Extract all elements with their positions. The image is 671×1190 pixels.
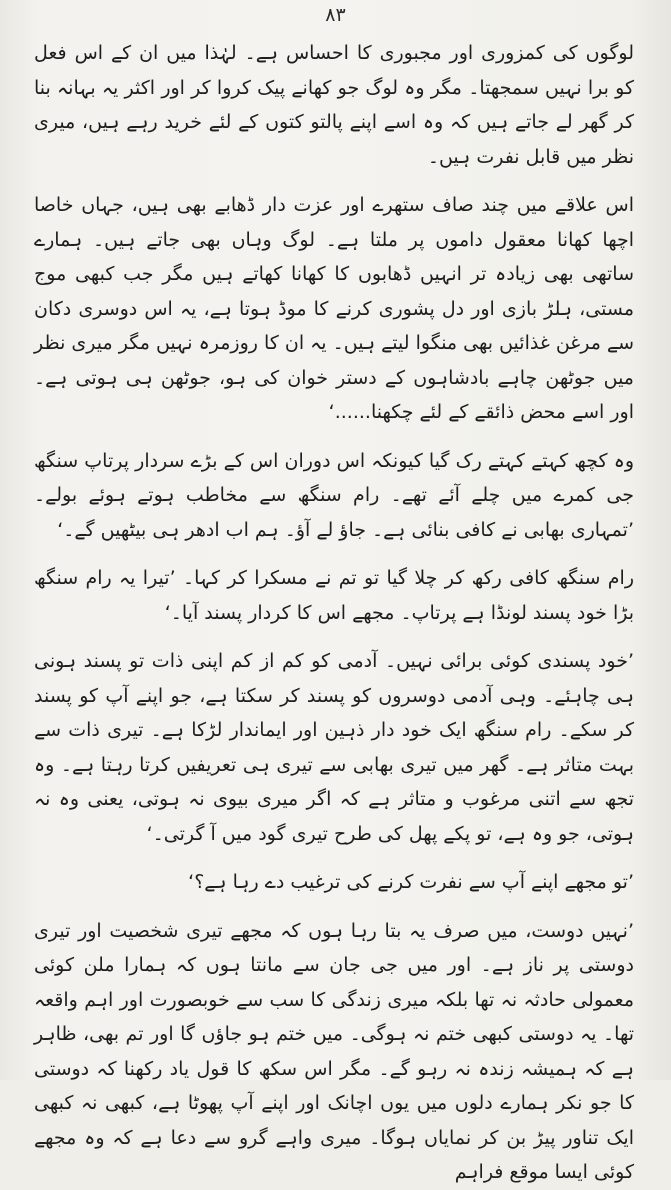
paragraph-2: اس علاقے میں چند صاف ستھرے اور عزت دار ڈھابے بھی ہیں، جہاں خاصا اچھا کھانا معقول داموں پر ملتا ہے۔ لوگ وہاں بھی جاتے ہیں۔ ہمارے ساتھی بھی زیادہ تر انہیں ڈھابوں کا کھانا کھاتے ہیں مگر جب کبھی موج مستی، ہلڑ بازی اور دل پشوری کرنے کا موڈ ہوتا ہے، یہ اس دوسری دکان سے مرغن غذائیں بھی منگوا لیتے ہیں۔ یہ ان کا روزمرہ نہیں مگر میری نظر میں جوٹھن چاہے بادشاہوں کے دستر خوان کی ہو، جوٹھن ہی ہوتی ہے۔ اور اسے محض ذائقے کے لئے چکھنا......‘: [34, 194, 634, 423]
paragraph-4: رام سنگھ کافی رکھ کر چلا گیا تو تم نے مسکرا کر کہا۔ ’تیرا یہ رام سنگھ بڑا خود پسند لونڈا ہے پرتاپ۔ مجھے اس کا کردار پسند آیا۔‘: [34, 567, 634, 624]
paragraph-7: ’نہیں دوست، میں صرف یہ بتا رہا ہوں کہ مجھے تیری شخصیت اور تیری دوستی پر ناز ہے۔ اور میں جی جان سے مانتا ہوں کہ ہمارا ملن کوئی معمولی حادثہ نہ تھا بلکہ میری زندگی کا سب سے خوبصورت اور اہم واقعہ تھا۔ یہ دوستی کبھی ختم نہ ہوگی۔ میں ختم ہو جاؤں گا اور تم بھی، ظاہر ہے کہ ہمیشہ زندہ نہ رہو گے۔ مگر اس سکھ کا قول یاد رکھنا کہ دوستی کا جو نکر ہمارے دلوں میں یوں اچانک اور اپنے آپ پھوٹا ہے، کبھی نہ کبھی ایک تناور پیڑ بن کر نمایاں ہوگا۔ میری واہے گرو سے دعا ہے کہ وہ مجھے کوئی ایسا موقع فراہم: [34, 919, 634, 1183]
paragraph-5: ’خود پسندی کوئی برائی نہیں۔ آدمی کو کم از کم اپنی ذات تو پسند ہونی ہی چاہئے۔ وہی آدمی دوسروں کو پسند کر سکتا ہے، جو اپنے آپ کو پسند کر سکے۔ رام سنگھ ایک خود دار ذہین اور ایماندار لڑکا ہے۔ تیری ذات سے بہت متاثر ہے۔ گھر میں تیری بھابی سے تیری ہی تعریفیں کرتا رہتا ہے۔ وہ تجھ سے اتنی مرغوب و متاثر ہے کہ اگر میری بیوی نہ ہوتی، یعنی وہ نہ ہوتی، جو وہ ہے، تو پکے پھل کی طرح تیری گود میں آ گرتی۔‘: [34, 650, 634, 845]
paragraph-1: لوگوں کی کمزوری اور مجبوری کا احساس ہے۔ لہٰذا میں ان کے اس فعل کو برا نہیں سمجھتا۔ مگر وہ لوگ جو کھانے پیک کروا کر اور اکثر یہ بہانہ بنا کر گھر لے جاتے ہیں کہ وہ اسے اپنے پالتو کتوں کے لئے خرید رہے ہیں، میری نظر میں قابل نفرت ہیں۔: [34, 42, 634, 168]
page-number: ۸۳: [325, 4, 346, 26]
paragraph-6: ’تو مجھے اپنے آپ سے نفرت کرنے کی ترغیب دے رہا ہے؟‘: [188, 871, 634, 893]
body-text: [34, 36, 634, 1190]
paragraph-3: وہ کچھ کہتے کہتے رک گیا کیونکہ اس دوران اس کے بڑے سردار پرتاپ سنگھ جی کمرے میں چلے آئے تھے۔ رام سنگھ سے مخاطب ہوتے ہوئے بولے۔ ’تمہاری بھابی نے کافی بنائی ہے۔ جاؤ لے آؤ۔ ہم اب ادھر ہی بیٹھیں گے۔‘: [34, 449, 634, 541]
